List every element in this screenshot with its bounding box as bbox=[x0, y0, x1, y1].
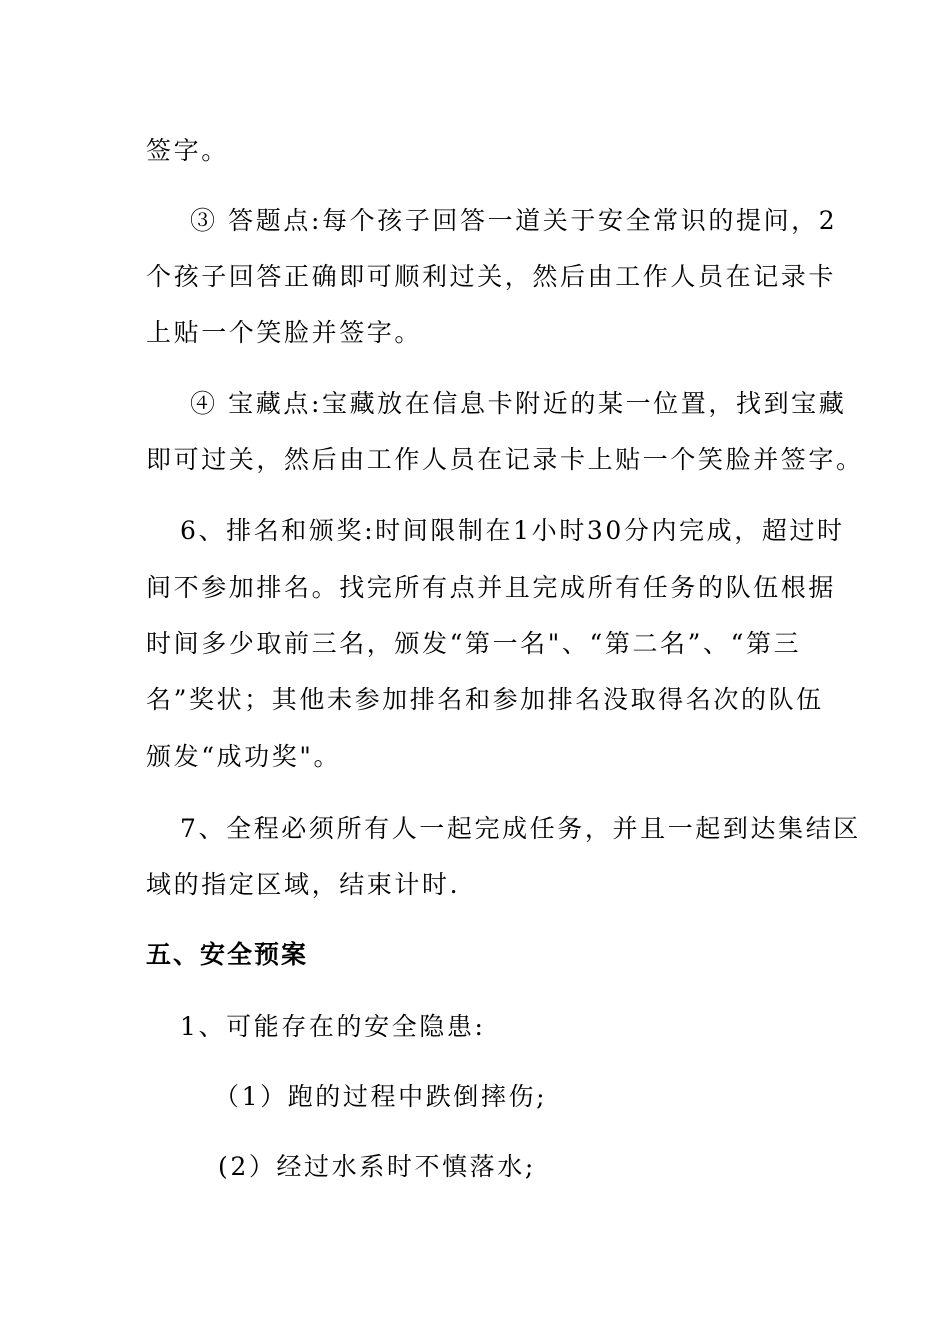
list-item: 1、可能存在的安全隐患: bbox=[180, 1012, 486, 1041]
list-item: (2）经过水系时不慎落水; bbox=[218, 1152, 536, 1181]
list-item: （1）跑的过程中跌倒摔伤; bbox=[214, 1082, 548, 1111]
paragraph-line: 6、排名和颁奖:时间限制在1小时30分内完成，超过时 bbox=[180, 516, 845, 545]
paragraph-line: 时间多少取前三名，颁发“第一名"、“第二名”、“第三 bbox=[146, 629, 802, 658]
paragraph-line: 名”奖状；其他未参加排名和参加排名没取得名次的队伍 bbox=[146, 685, 824, 714]
paragraph-line: 上贴一个笑脸并签字。 bbox=[146, 318, 423, 347]
paragraph-line: 7、全程必须所有人一起完成任务，并且一起到达集结区 bbox=[180, 814, 861, 843]
paragraph-line: 即可过关，然后由工作人员在记录卡上贴一个笑脸并签字。 bbox=[146, 445, 864, 474]
paragraph-line: ③ 答题点:每个孩子回答一道关于安全常识的提问，2 bbox=[190, 206, 838, 235]
paragraph-line: 签字。 bbox=[146, 136, 229, 165]
paragraph-line: 间不参加排名。找完所有点并且完成所有任务的队伍根据 bbox=[146, 573, 837, 602]
paragraph-line: ④ 宝藏点:宝藏放在信息卡附近的某一位置，找到宝藏 bbox=[190, 389, 847, 418]
paragraph-line: 个孩子回答正确即可顺利过关，然后由工作人员在记录卡 bbox=[146, 262, 837, 291]
paragraph-line: 颁发“成功奖"。 bbox=[146, 742, 342, 771]
section-heading: 五、安全预案 bbox=[146, 940, 309, 969]
paragraph-line: 域的指定区域，结束计时. bbox=[146, 870, 461, 899]
